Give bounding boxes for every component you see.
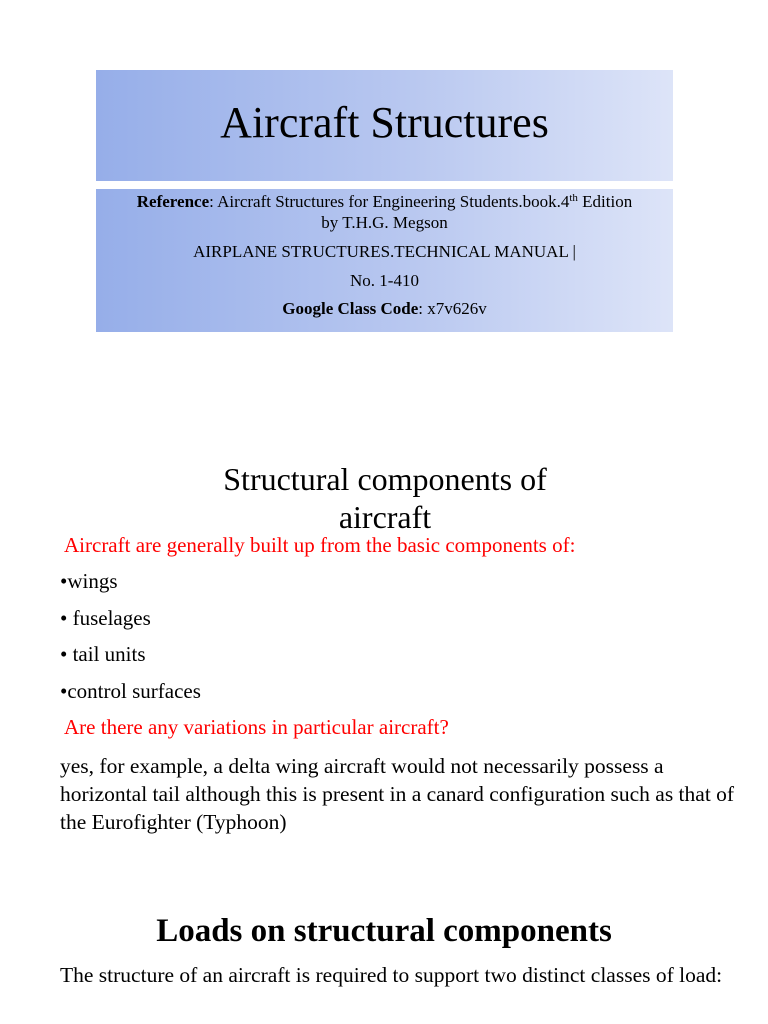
reference-banner (96, 189, 673, 332)
components-intro: Aircraft are generally built up from the basic components of: (64, 533, 576, 557)
loads-paragraph: The structure of an aircraft is required to support two distinct classes of load: (60, 963, 723, 987)
manual-number: No. 1-410 (350, 271, 419, 290)
manual-title: AIRPLANE STRUCTURES.TECHNICAL MANUAL | (193, 242, 576, 261)
reference-book-title: : Aircraft Structures for Engineering Students.book.4 (209, 192, 570, 211)
reference-author: by T.H.G. Megson (321, 213, 448, 232)
structural-components-heading (150, 460, 620, 536)
reference-citation (96, 191, 673, 233)
heading-line-2: aircraft (338, 499, 432, 535)
bullet-fuselages: • fuselages (60, 606, 151, 630)
bullet-tail-units: • tail units (60, 642, 146, 666)
class-code-label: Google Class Code (282, 299, 419, 318)
bullet-wings: •wings (60, 569, 118, 593)
class-code-line (96, 298, 673, 319)
reference-label: Reference (136, 192, 210, 211)
variations-answer: yes, for example, a delta wing aircraft would not necessarily possess a horizontal tail although this is present in a canard configuration such as that of the Eurofighter (Typhoon) (60, 754, 735, 834)
heading-line-1: Structural components of (223, 461, 547, 497)
document-title: Aircraft Structures (220, 97, 549, 147)
title-banner (96, 70, 673, 181)
bullet-control-surfaces: •control surfaces (60, 679, 201, 703)
reference-edition: Edition (577, 192, 633, 211)
variations-question: Are there any variations in particular aircraft? (64, 715, 449, 739)
class-code-value: : x7v626v (418, 299, 487, 318)
edition-superscript: th (569, 192, 578, 204)
loads-heading: Loads on structural components (156, 913, 612, 949)
